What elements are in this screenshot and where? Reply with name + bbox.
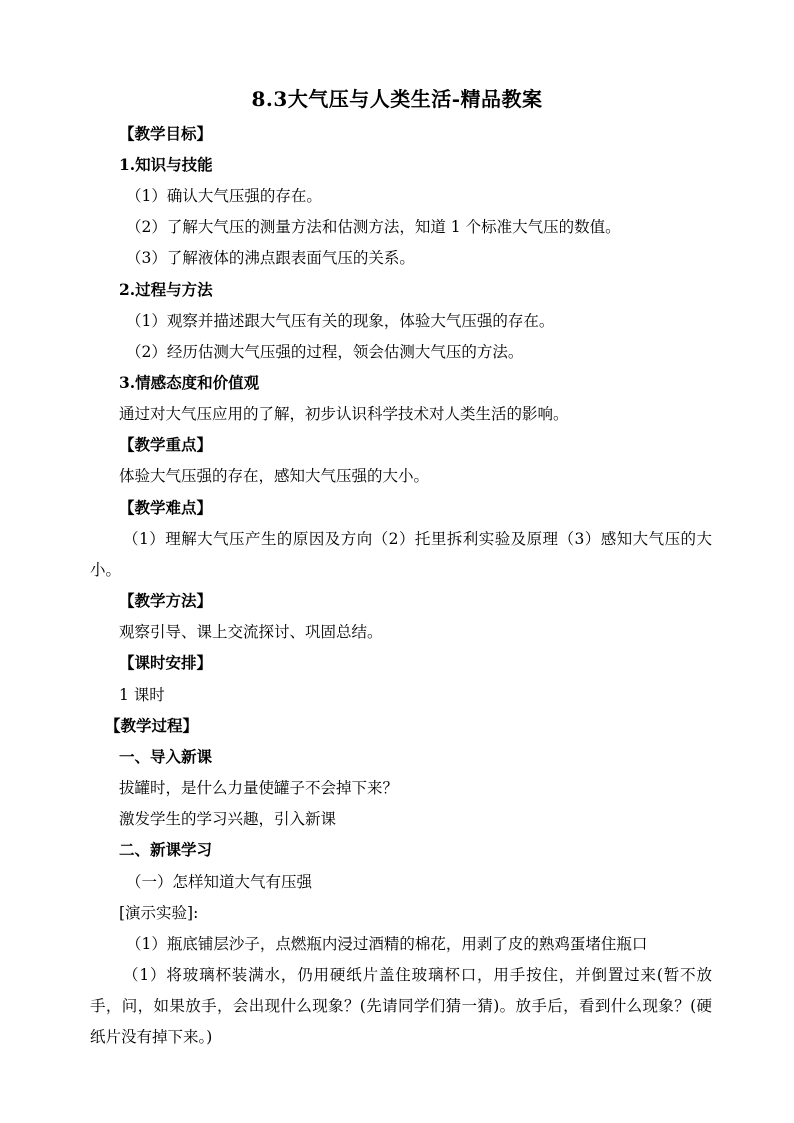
- process-heading: 2.过程与方法: [119, 280, 213, 299]
- subsection-heading: （一）怎样知道大气有压强: [126, 873, 313, 891]
- knowledge-item: （3）了解液体的沸点跟表面气压的关系。: [126, 249, 415, 267]
- attitude-heading: 3.情感态度和价值观: [119, 373, 260, 392]
- process-item: （1）观察并描述跟大气压有关的现象，体验大气压强的存在。: [126, 312, 555, 330]
- schedule-heading: 【课时安排】: [119, 653, 213, 672]
- schedule-text: 1 课时: [119, 686, 165, 704]
- attitude-text: 通过对大气压应用的了解，初步认识科学技术对人类生活的影响。: [119, 405, 569, 423]
- methods-heading: 【教学方法】: [119, 591, 213, 610]
- demo-item: （1）瓶底铺层沙子，点燃瓶内浸过酒精的棉花，用剥了皮的熟鸡蛋堵住瓶口: [126, 935, 648, 953]
- document-title: 8.3大气压与人类生活-精品教案: [251, 87, 543, 111]
- difficulties-heading: 【教学难点】: [119, 498, 213, 517]
- intro-heading: 一、导入新课: [119, 747, 213, 766]
- intro-question: 拔罐时，是什么力量使罐子不会掉下来？: [119, 779, 399, 797]
- knowledge-item: （2）了解大气压的测量方法和估测方法，知道 1 个标准大气压的数值。: [126, 218, 621, 236]
- intro-text: 激发学生的学习兴趣，引入新课: [119, 810, 337, 828]
- new-lesson-heading: 二、新课学习: [119, 840, 213, 859]
- key-points-heading: 【教学重点】: [119, 435, 213, 454]
- demo-item: （1）将玻璃杯装满水，仍用硬纸片盖住玻璃杯口，用手按住，并倒置过来(暂不放手，问，如果放手，会出现什么现象？(先请同学们猜一猜)。放手后，看到什么现象？(硬纸片没有掉下来。): [90, 966, 712, 1046]
- key-points-text: 体验大气压强的存在，感知大气压强的大小。: [119, 467, 430, 485]
- knowledge-heading: 1.知识与技能: [119, 155, 213, 174]
- procedure-heading: 【教学过程】: [105, 716, 199, 735]
- demo-label: [演示实验]:: [119, 904, 199, 922]
- difficulties-text: （1）理解大气压产生的原因及方向（2）托里拆利实验及原理（3）感知大气压的大小。: [90, 530, 712, 579]
- objectives-heading: 【教学目标】: [119, 124, 213, 143]
- knowledge-item: （1）确认大气压强的存在。: [126, 187, 322, 205]
- process-item: （2）经历估测大气压强的过程，领会估测大气压的方法。: [126, 343, 524, 361]
- methods-text: 观察引导、课上交流探讨、巩固总结。: [119, 623, 383, 641]
